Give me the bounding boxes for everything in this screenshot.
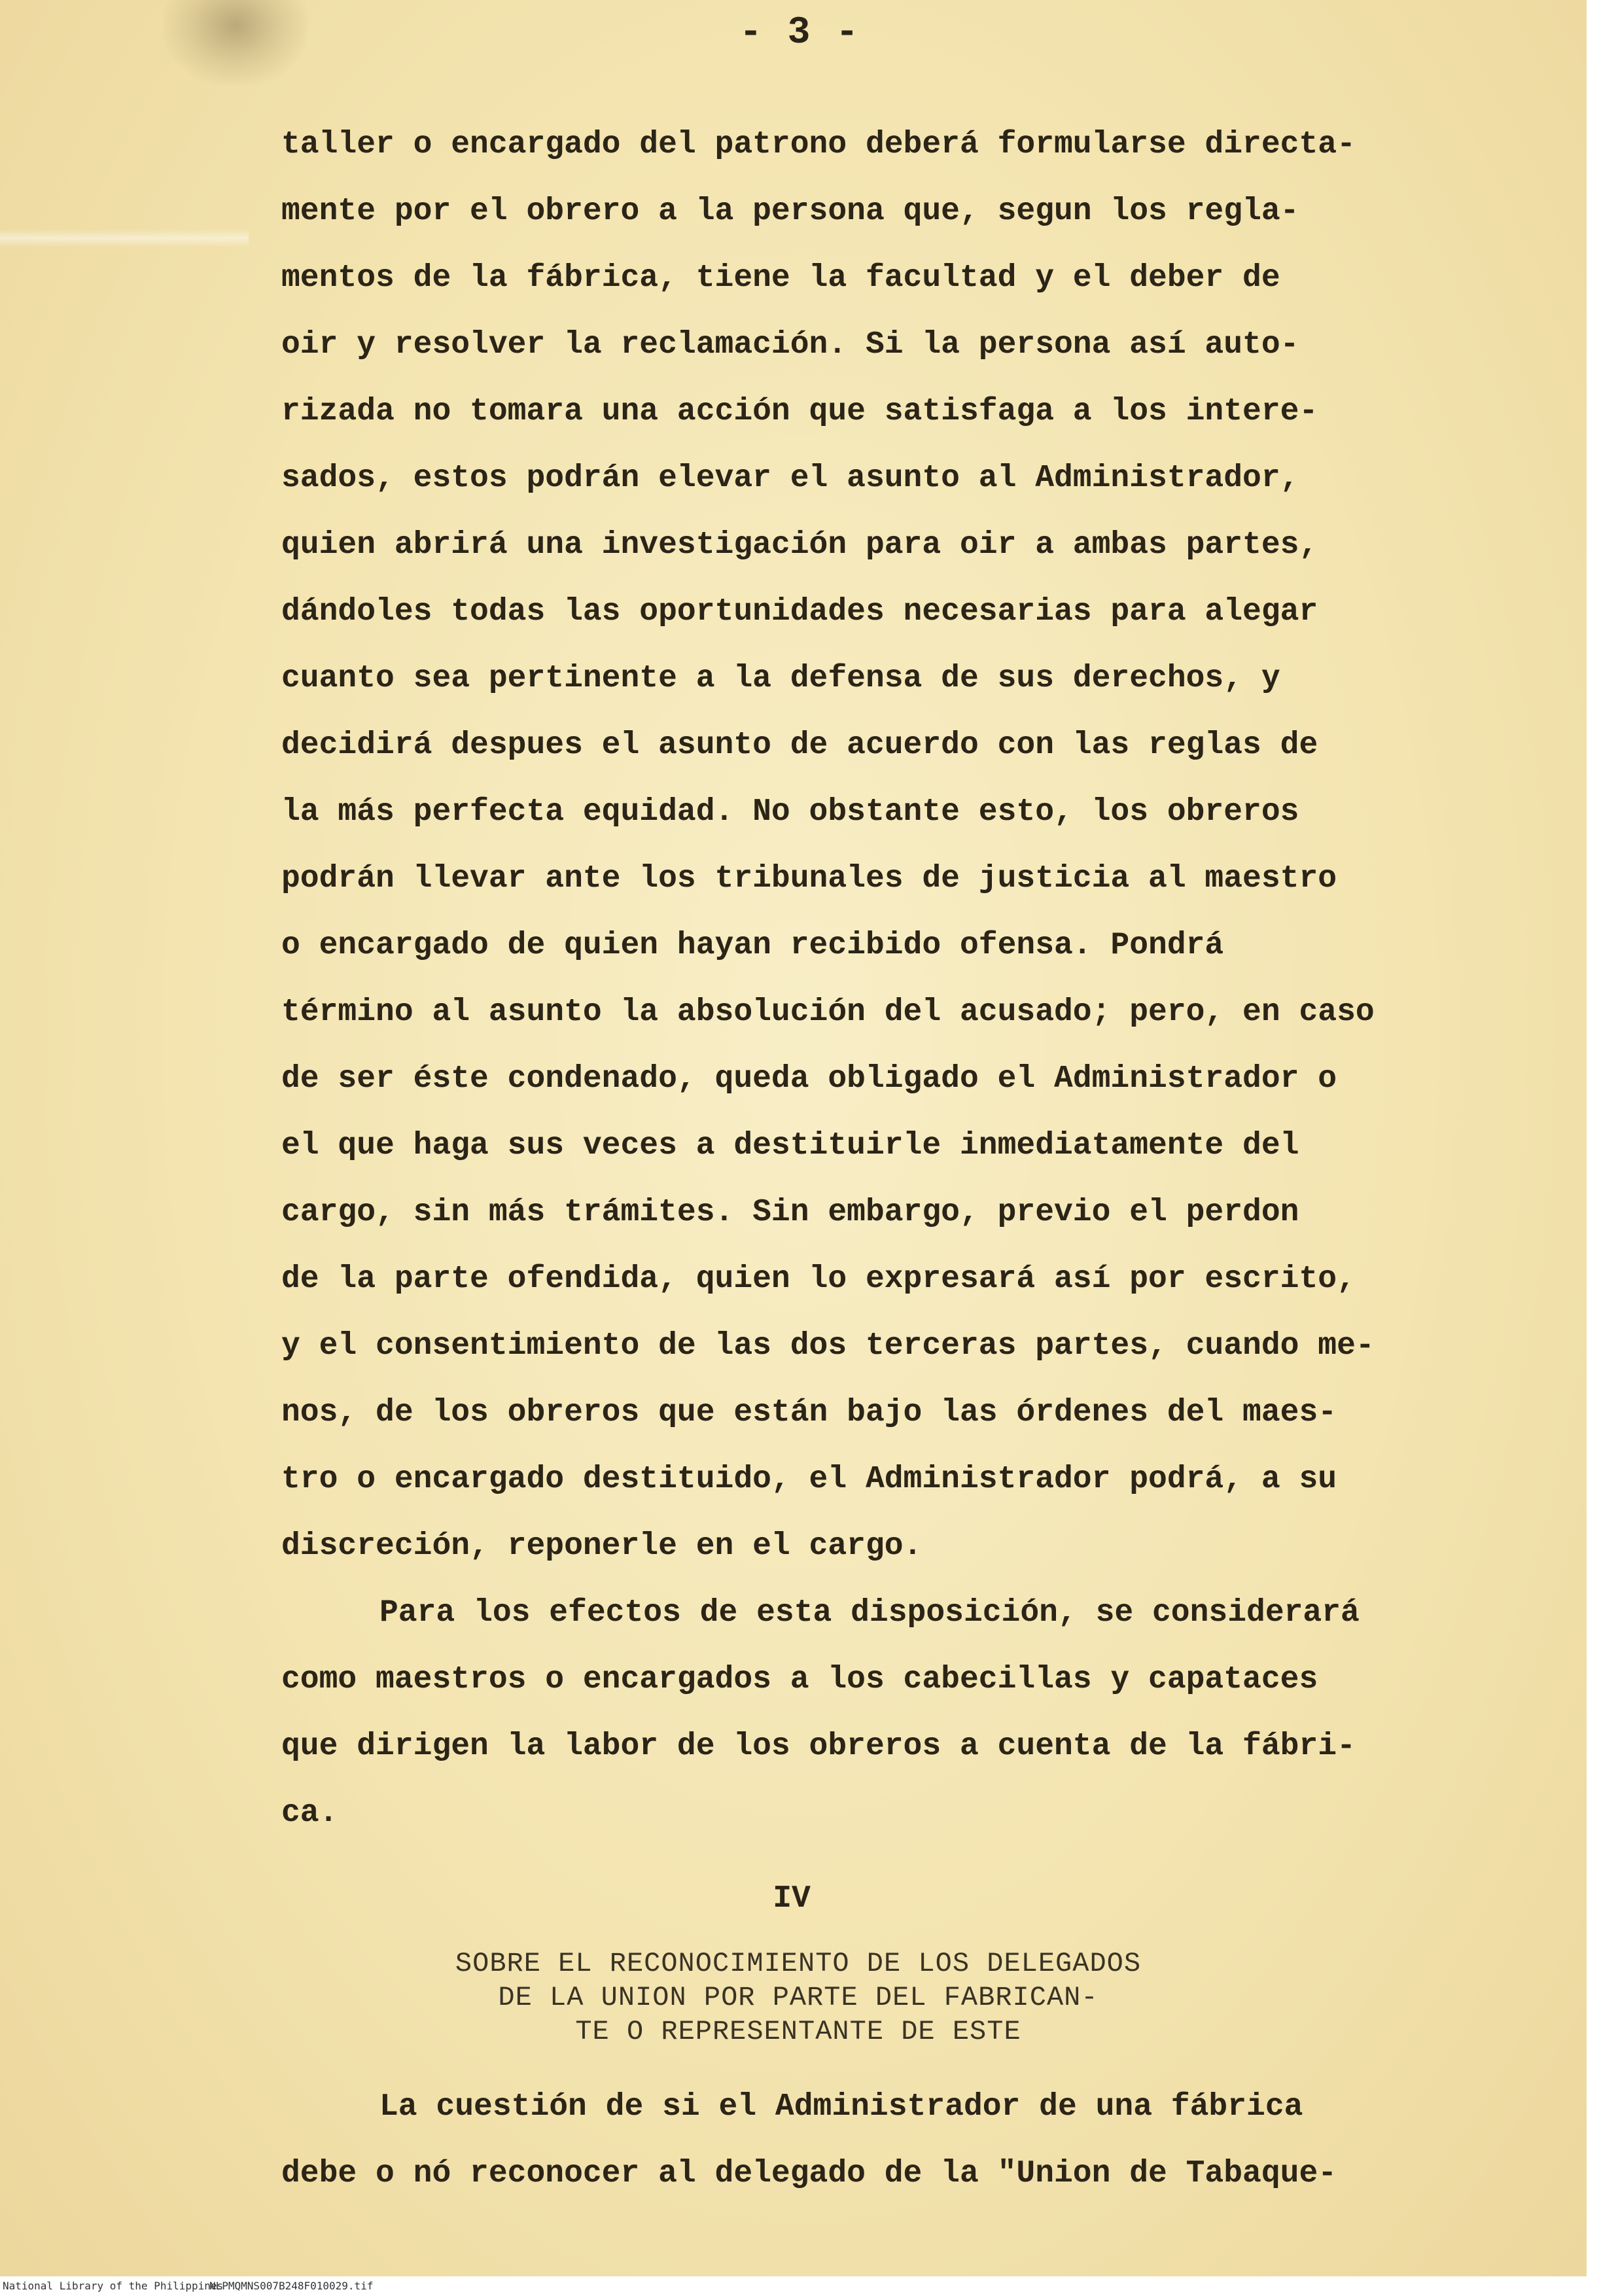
text-line: y el consentimiento de las dos terceras partes, cuando me-: [281, 1328, 1375, 1364]
text-line: podrán llevar ante los tribunales de justicia al maestro: [281, 861, 1337, 896]
text-line: ca.: [281, 1795, 338, 1831]
text-line: La cuestión de si el Administrador de una fábrica: [379, 2089, 1303, 2125]
paper-crease: [0, 229, 249, 247]
section-heading-line: TE O REPRESENTANTE DE ESTE: [575, 2016, 1021, 2047]
text-line: sados, estos podrán elevar el asunto al Administrador,: [281, 461, 1299, 496]
text-line: que dirigen la labor de los obreros a cuenta de la fábri-: [281, 1729, 1356, 1764]
text-line: cargo, sin más trámites. Sin embargo, previo el perdon: [281, 1195, 1299, 1230]
text-line: el que haga sus veces a destituirle inmediatamente del: [281, 1128, 1299, 1163]
text-line: tro o encargado destituido, el Administrador podrá, a su: [281, 1462, 1337, 1497]
text-line: decidirá despues el asunto de acuerdo con las reglas de: [281, 728, 1318, 763]
text-line: oir y resolver la reclamación. Si la persona así auto-: [281, 327, 1299, 362]
section-heading-line: SOBRE EL RECONOCIMIENTO DE LOS DELEGADOS: [455, 1948, 1142, 1979]
text-line: de la parte ofendida, quien lo expresará así por escrito,: [281, 1262, 1356, 1297]
text-line: Para los efectos de esta disposición, se considerará: [379, 1595, 1360, 1631]
text-line: mente por el obrero a la persona que, segun los regla-: [281, 194, 1299, 229]
text-line: discreción, reponerle en el cargo.: [281, 1528, 923, 1564]
text-line: dándoles todas las oportunidades necesarias para alegar: [281, 594, 1318, 629]
text-line: quien abrirá una investigación para oir a ambas partes,: [281, 527, 1318, 563]
footer-filename: NLPMQMNS007B248F010029.tif: [209, 2280, 374, 2292]
text-line: término al asunto la absolución del acusado; pero, en caso: [281, 995, 1375, 1030]
scan-footer: [0, 2276, 1601, 2296]
section-heading: [327, 1947, 1269, 2049]
closing-paragraph: [281, 2074, 1446, 2208]
text-line: debe o nó reconocer al delegado de la "Union de Tabaque-: [281, 2156, 1337, 2191]
scan-edge: [1587, 0, 1601, 2296]
text-line: la más perfecta equidad. No obstante esto, los obreros: [281, 794, 1299, 830]
paper-stain: [164, 0, 308, 85]
text-line: como maestros o encargados a los cabecillas y capataces: [281, 1662, 1318, 1697]
text-line: taller o encargado del patrono deberá formularse directa-: [281, 127, 1356, 162]
section-number: IV: [773, 1881, 811, 1916]
text-line: o encargado de quien hayan recibido ofensa. Pondrá: [281, 928, 1224, 963]
footer-library: National Library of the Philippines: [3, 2280, 224, 2292]
text-line: rizada no tomara una acción que satisfaga a los intere-: [281, 394, 1318, 429]
text-line: de ser éste condenado, queda obligado el Administrador o: [281, 1061, 1337, 1097]
section-heading-line: DE LA UNION POR PARTE DEL FABRICAN-: [498, 1982, 1099, 2013]
page-number: - 3 -: [739, 12, 860, 54]
text-line: nos, de los obreros que están bajo las órdenes del maes-: [281, 1395, 1337, 1430]
body-paragraph-1: [281, 111, 1446, 1846]
text-line: mentos de la fábrica, tiene la facultad y el deber de: [281, 260, 1280, 296]
text-line: cuanto sea pertinente a la defensa de sus derechos, y: [281, 661, 1280, 696]
